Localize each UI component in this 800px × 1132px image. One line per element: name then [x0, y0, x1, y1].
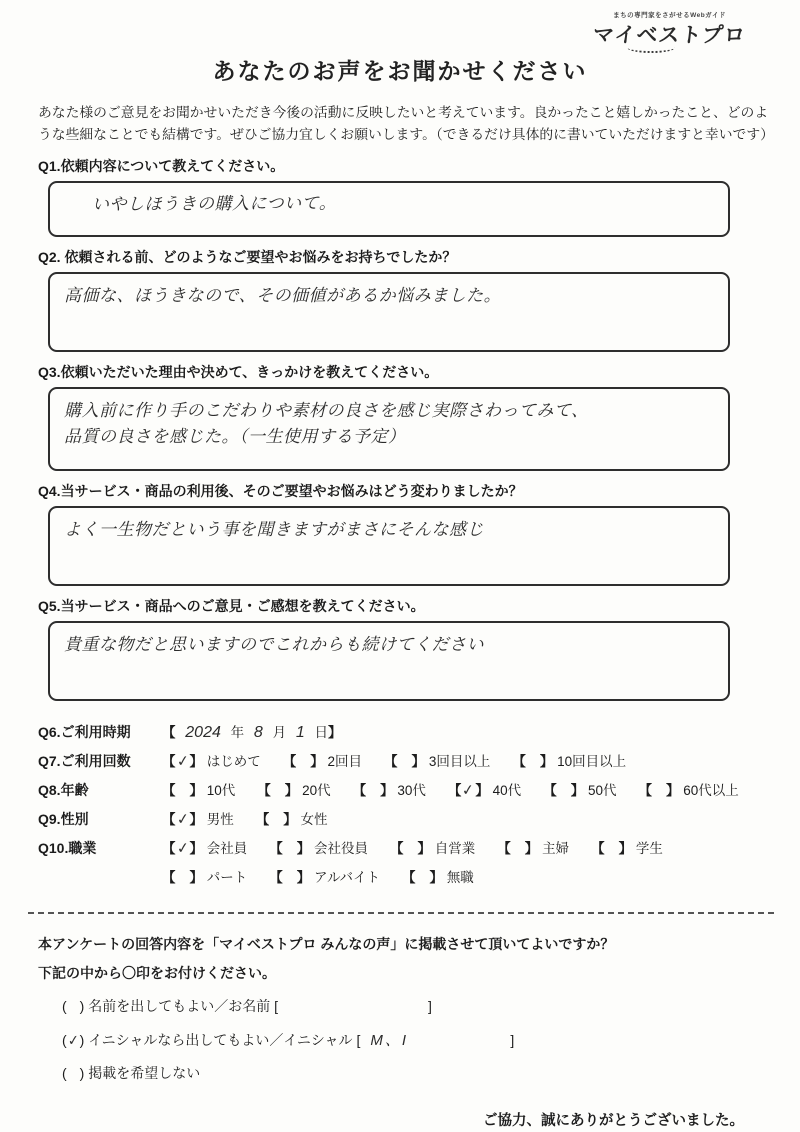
logo-brand-text: マイベストプロ: [591, 24, 748, 47]
checkbox-bracket: 【: [255, 812, 270, 828]
q8-option-4-label: 40代: [492, 783, 522, 799]
q7-option-2-label: 2回目: [327, 754, 363, 770]
q8-option-20s[interactable]: [257, 779, 330, 799]
q8-option-6-label: 60代以上: [683, 783, 739, 799]
q8-option-30s[interactable]: [353, 779, 426, 799]
checkbox-bracket: 】: [618, 841, 633, 857]
close-bracket: 】: [328, 725, 342, 741]
field-bracket: ]: [428, 998, 432, 1015]
q6-month-value: 8: [253, 724, 263, 742]
checkbox-bracket: 【: [352, 783, 367, 799]
q2-label: Q2. 依頼される前、どのようなご要望やお悩みをお持ちでしたか？: [38, 249, 457, 266]
checkbox-bracket: 【: [384, 754, 398, 770]
q8-row: [38, 779, 800, 800]
checkbox-bracket: 【: [402, 870, 416, 886]
q10-option-arbeit[interactable]: [269, 866, 380, 886]
checkbox-bracket: 】: [310, 754, 324, 770]
name-field[interactable]: [278, 998, 428, 1015]
field-bracket: [: [356, 1032, 361, 1049]
q2-answer-box[interactable]: [48, 272, 730, 352]
q10-option-3-checkmark-icon: [404, 852, 418, 853]
checkbox-bracket: 】: [539, 754, 554, 770]
q5-label: Q5.当サービス・商品へのご意見・ご感想を教えてください。: [38, 598, 425, 615]
q4-answer-box[interactable]: [48, 506, 730, 586]
logo-smile-arc-icon: [627, 42, 675, 53]
radio-paren: (: [62, 998, 67, 1015]
consent-option-1-mark-icon: [67, 1010, 80, 1011]
q9-option-2-checkmark-icon: [269, 823, 283, 824]
q10-option-8-checkmark-icon: [416, 881, 430, 882]
q7-option-3-label: 3回目以上: [428, 754, 491, 770]
q10-option-7-label: アルバイト: [314, 870, 381, 886]
q4-answer-text: よく一生物だという事を聞きますがまさにそんな感じ: [64, 520, 484, 540]
initials-field-value: M、I: [370, 1032, 409, 1050]
checkbox-bracket: 】: [411, 754, 426, 770]
q4-label: Q4.当サービス・商品の利用後、そのご要望やお悩みはどう変わりましたか？: [38, 483, 523, 500]
q9-label: Q9.性別: [38, 811, 89, 828]
q1-answer-box[interactable]: [48, 181, 730, 237]
q8-option-50s[interactable]: [543, 779, 616, 799]
q7-option-hajimete[interactable]: [162, 750, 261, 770]
q7-label: Q7.ご利用回数: [38, 753, 131, 770]
q3-answer-box[interactable]: [48, 387, 730, 471]
consent-instruction: 下記の中から〇印をお付けください。: [38, 965, 276, 982]
checkbox-bracket: 【: [257, 783, 271, 799]
q7-option-3kaime-ijo[interactable]: [384, 750, 490, 770]
q1-answer-text: いやしほうきの購入について。: [91, 193, 337, 214]
checkbox-bracket: 【: [390, 841, 404, 857]
checkbox-bracket: 【: [162, 812, 176, 828]
q8-option-1-label: 10代: [206, 783, 236, 799]
consent-option-3-label: 掲載を希望しない: [88, 1065, 201, 1082]
q10-option-6-checkmark-icon: [176, 881, 190, 882]
q10-option-jieigyo[interactable]: [390, 837, 475, 857]
open-bracket: 【: [162, 725, 176, 741]
q6-date-field[interactable]: [162, 721, 342, 742]
q6-year-unit: 年: [230, 725, 245, 741]
q7-option-1-label: はじめて: [206, 754, 261, 770]
thanks-text: ご協力、誠にありがとうございました。: [483, 1113, 744, 1130]
q10-option-gakusei[interactable]: [591, 837, 663, 857]
q3-section: [38, 362, 800, 471]
q2-answer-text: 高価な、ほうきなので、その価値があるか悩みました。: [64, 286, 502, 306]
q7-option-10kaime-ijo[interactable]: [512, 750, 626, 770]
checkbox-bracket: 【: [269, 841, 283, 857]
q6-row: [38, 721, 800, 742]
q6-day-unit: 日: [314, 725, 328, 741]
consent-option-2-label: イニシャルなら出してもよい／イニシャル: [88, 1032, 353, 1049]
q1-section: [38, 156, 800, 237]
q10-option-4-label: 主婦: [542, 841, 570, 857]
checkbox-bracket: 【: [497, 841, 511, 857]
checkbox-bracket: 【: [162, 783, 176, 799]
checkbox-bracket: 】: [189, 870, 203, 886]
q8-option-10s[interactable]: [162, 779, 235, 799]
checkbox-bracket: 【: [162, 841, 176, 857]
q7-option-4-label: 10回目以上: [557, 754, 627, 770]
checkbox-bracket: 】: [283, 812, 297, 828]
dashed-divider: [28, 912, 774, 914]
q7-option-1-checkmark-icon: ✓: [175, 752, 190, 771]
q8-option-60s-plus[interactable]: [638, 779, 738, 799]
q10-option-kaishain[interactable]: [162, 837, 247, 857]
checkbox-bracket: 【: [638, 783, 652, 799]
page-title: あなたのお声をお聞かせください: [212, 58, 588, 84]
checkbox-bracket: 】: [665, 783, 680, 799]
q5-answer-text: 貴重な物だと思いますのでこれからも続けてください: [64, 635, 484, 655]
q9-option-1-checkmark-icon: ✓: [175, 810, 190, 829]
checkbox-bracket: 】: [189, 841, 203, 857]
q10-option-yakuin[interactable]: [269, 837, 368, 857]
name-field-value: [278, 998, 288, 1015]
consent-option-1-label: 名前を出してもよい／お名前: [88, 998, 271, 1015]
q7-row: [38, 750, 800, 771]
q9-option-male[interactable]: [162, 808, 234, 828]
checkbox-bracket: 【: [447, 783, 462, 799]
q10-row: [38, 837, 800, 858]
checkbox-bracket: 【: [282, 754, 297, 770]
q10-option-7-checkmark-icon: [283, 881, 297, 882]
q7-option-4-checkmark-icon: [526, 765, 540, 766]
q8-option-5-label: 50代: [587, 783, 617, 799]
checkbox-bracket: 】: [189, 783, 203, 799]
checkbox-bracket: 】: [380, 783, 394, 799]
consent-option-no-publish[interactable]: [62, 1063, 800, 1083]
q10-option-8-label: 無職: [446, 870, 474, 886]
consent-question: 本アンケートの回答内容を「マイベストプロ みんなの声」に掲載させて頂いてよいですか？: [38, 936, 615, 953]
q10-option-2-checkmark-icon: [283, 852, 297, 853]
q9-option-female[interactable]: [256, 808, 328, 828]
checkbox-bracket: 【: [543, 783, 557, 799]
q10-option-2-label: 会社役員: [314, 841, 369, 857]
q1-label: Q1.依頼内容について教えてください。: [38, 158, 285, 175]
q5-answer-box[interactable]: [48, 621, 730, 701]
q2-section: [38, 247, 800, 352]
q9-option-2-label: 女性: [300, 812, 328, 828]
logo: [593, 10, 746, 49]
q7-option-3-checkmark-icon: [398, 765, 412, 766]
q10-option-4-checkmark-icon: [511, 852, 525, 853]
q10-option-5-checkmark-icon: [605, 852, 619, 853]
checkbox-bracket: 【: [162, 754, 176, 770]
q3-label: Q3.依頼いただいた理由や決めて、きっかけを教えてください。: [38, 364, 439, 381]
q8-option-40s[interactable]: [448, 779, 521, 799]
checkbox-bracket: 】: [189, 754, 203, 770]
logo-tagline: まちの専門家をさがせるWebガイド: [613, 12, 726, 19]
q8-option-4-checkmark-icon: ✓: [461, 781, 476, 800]
consent-option-3-mark-icon: [67, 1077, 80, 1078]
q10-option-shufu[interactable]: [497, 837, 569, 857]
q10-option-1-checkmark-icon: ✓: [175, 839, 190, 858]
q10-option-1-label: 会社員: [206, 841, 248, 857]
consent-option-name[interactable]: [62, 996, 800, 1016]
q10-option-6-label: パート: [206, 870, 248, 886]
q10-option-3-label: 自営業: [434, 841, 476, 857]
checkbox-bracket: 】: [570, 783, 585, 799]
checkbox-bracket: 】: [296, 870, 311, 886]
q9-row: [38, 808, 800, 829]
radio-paren: (: [62, 1065, 67, 1082]
q7-option-2-checkmark-icon: [296, 765, 310, 766]
q8-label: Q8.年齢: [38, 782, 89, 799]
q8-option-2-checkmark-icon: [271, 794, 285, 795]
initials-field[interactable]: [360, 1029, 510, 1050]
checkbox-bracket: 【: [269, 870, 283, 886]
q8-option-3-checkmark-icon: [366, 794, 380, 795]
checkbox-bracket: 【: [591, 841, 605, 857]
q8-option-2-label: 20代: [302, 783, 331, 799]
checkbox-bracket: 】: [189, 812, 203, 828]
q6-month-unit: 月: [272, 725, 287, 741]
field-bracket: ]: [510, 1032, 515, 1049]
q10-row2: [162, 866, 800, 886]
q3-answer-line2: 品質の良さを感じた。（一生使用する予定）: [64, 426, 406, 446]
q10-option-mushoku[interactable]: [402, 866, 474, 886]
checkbox-bracket: 【: [162, 870, 176, 886]
consent-option-initials[interactable]: [62, 1029, 800, 1050]
q6-year-value: 2024: [185, 724, 221, 742]
q8-option-5-checkmark-icon: [557, 794, 571, 795]
q10-option-part[interactable]: [162, 866, 247, 886]
checkbox-bracket: 】: [417, 841, 432, 857]
radio-paren: (: [62, 1032, 67, 1049]
q3-answer-line1: 購入前に作り手のこだわりや素材の良さを感じ実際さわってみて、: [64, 401, 589, 421]
radio-paren: ): [79, 998, 85, 1015]
q4-section: [38, 481, 800, 586]
checkbox-bracket: 】: [524, 841, 539, 857]
q6-label: Q6.ご利用時期: [38, 724, 131, 741]
intro-text: あなた様のご意見をお聞かせいただき今後の活動に反映したいと考えています。良かったこと嬉しかったこと、どのような些細なことでも結構です。ぜひご協力宜しくお願いします。（できるだけ具体的に書いていただけますと幸いです）: [38, 105, 774, 143]
q6-day-value: 1: [295, 724, 305, 742]
radio-paren: ): [79, 1065, 85, 1082]
consent-option-2-mark-icon: ✓: [66, 1031, 80, 1049]
field-bracket: [: [274, 998, 279, 1015]
checkbox-bracket: 【: [512, 754, 526, 770]
checkbox-bracket: 】: [429, 870, 444, 886]
radio-paren: ): [79, 1032, 85, 1049]
q8-option-1-checkmark-icon: [176, 794, 190, 795]
q10-option-5-label: 学生: [635, 841, 663, 857]
checkbox-bracket: 】: [475, 783, 489, 799]
q8-option-6-checkmark-icon: [652, 794, 666, 795]
logo-row: [0, 0, 800, 49]
checkbox-bracket: 】: [296, 841, 311, 857]
q7-option-2kaime[interactable]: [283, 750, 362, 770]
q10-label: Q10.職業: [38, 840, 97, 857]
q5-section: [38, 596, 800, 701]
q8-option-3-label: 30代: [397, 783, 426, 799]
checkbox-bracket: 】: [284, 783, 299, 799]
q9-option-1-label: 男性: [206, 812, 234, 828]
